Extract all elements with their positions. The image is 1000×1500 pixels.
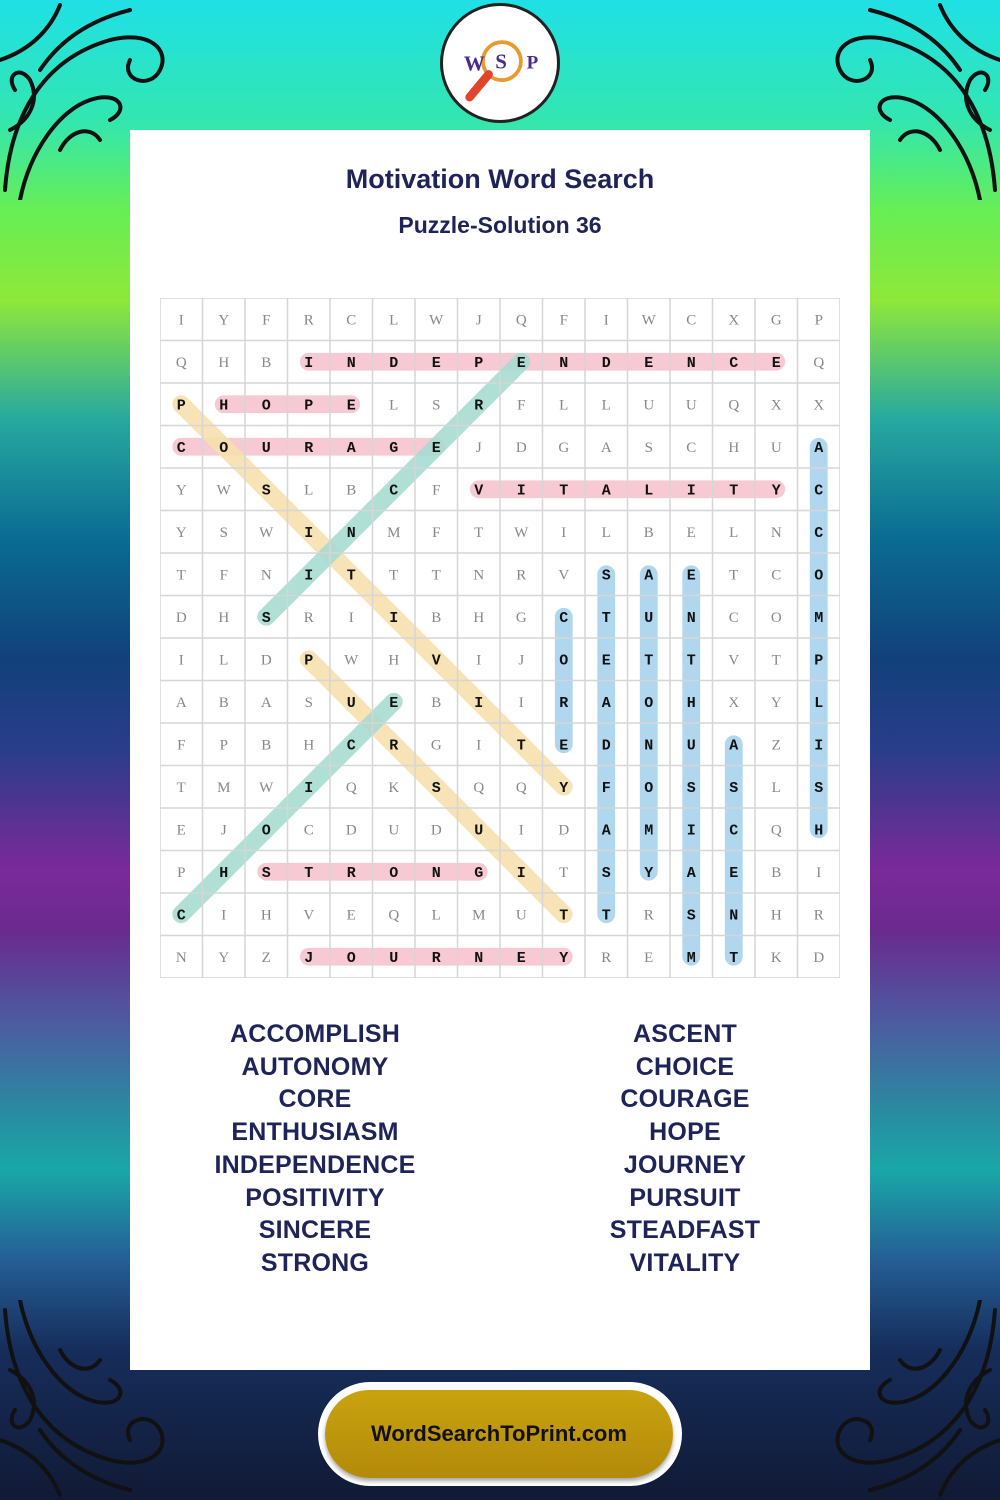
grid-cell: X (728, 312, 740, 329)
grid-cell: V (558, 567, 570, 584)
grid-cell: S (686, 907, 696, 925)
grid-cell: H (219, 397, 229, 415)
grid-cell: M (814, 609, 824, 627)
grid-cell: P (304, 397, 314, 415)
grid-cell: A (600, 439, 612, 456)
grid-cell: M (387, 524, 401, 541)
grid-cell: G (770, 312, 782, 329)
grid-cell: G (558, 439, 570, 456)
logo-letter-s: S (495, 49, 507, 74)
grid-cell: J (304, 949, 314, 967)
grid-cell: D (389, 354, 399, 372)
grid-cell: B (261, 737, 272, 754)
grid-cell: I (474, 694, 484, 712)
grid-cell: Y (175, 482, 187, 499)
grid-cell: Y (644, 864, 654, 882)
grid-cell: D (430, 822, 442, 839)
grid-cell: C (814, 524, 824, 542)
word-list-item: HOPE (649, 1118, 721, 1147)
grid-cell: P (814, 312, 823, 329)
grid-cell: S (431, 779, 441, 797)
grid-cell: F (432, 482, 441, 499)
grid-cell: O (219, 439, 229, 457)
grid-cell: I (561, 524, 567, 541)
grid-cell: F (262, 312, 271, 329)
grid-cell: I (516, 864, 526, 882)
grid-cell: P (304, 652, 314, 670)
grid-cell: D (515, 439, 527, 456)
grid-cell: T (176, 567, 186, 584)
grid-cell: I (518, 822, 524, 839)
site-link-inner[interactable] (325, 1390, 673, 1478)
grid-cell: P (474, 354, 484, 372)
grid-cell: Y (770, 694, 782, 711)
grid-cell: S (304, 694, 313, 711)
grid-cell: C (686, 439, 697, 456)
grid-cell: Q (473, 779, 485, 796)
grid-cell: W (514, 524, 529, 541)
word-list-item: SINCERE (258, 1216, 372, 1245)
grid-cell: U (685, 397, 697, 414)
grid-cell: I (304, 524, 314, 542)
grid-cell: S (686, 779, 696, 797)
page-subtitle: Puzzle-Solution 36 (398, 212, 602, 238)
grid-cell: W (344, 652, 359, 669)
grid-cell: Y (559, 949, 569, 967)
grid-cell: F (177, 737, 186, 754)
grid-cell: A (814, 439, 824, 457)
grid-cell: C (389, 482, 399, 500)
grid-cell: D (813, 949, 825, 966)
grid-cell: C (814, 482, 824, 500)
grid-cell: R (346, 864, 356, 882)
wsp-logo (440, 3, 560, 123)
grid-cell: O (389, 864, 399, 882)
grid-cell: U (770, 439, 782, 456)
grid-cell: N (729, 907, 739, 925)
grid-cell: Y (559, 779, 569, 797)
word-list-left (130, 1018, 500, 1280)
grid-cell: E (431, 439, 441, 457)
grid-cell: A (175, 694, 187, 711)
grid-cell: O (770, 609, 782, 626)
grid-cell: F (601, 779, 611, 797)
grid-cell: I (476, 737, 482, 754)
grid-cell: A (729, 737, 739, 755)
grid-cell: I (816, 864, 822, 881)
grid-cell: L (601, 524, 611, 541)
letter-grid-svg (160, 298, 840, 978)
grid-cell: A (601, 482, 611, 500)
grid-cell: H (686, 694, 696, 712)
grid-cell: C (686, 312, 697, 329)
grid-cell: O (261, 822, 271, 840)
grid-cell: E (601, 652, 611, 670)
grid-cell: H (219, 864, 229, 882)
grid-cell: K (770, 949, 782, 966)
grid-cell: S (261, 609, 271, 627)
grid-cell: U (388, 822, 400, 839)
grid-cell: S (261, 482, 271, 500)
grid-cell: T (304, 864, 314, 882)
grid-cell: E (346, 397, 356, 415)
grid-cell: D (601, 354, 611, 372)
grid-cell: V (431, 652, 441, 670)
grid-cell: I (686, 822, 696, 840)
grid-cell: T (559, 864, 569, 881)
grid-cell: P (177, 864, 186, 881)
grid-cell: R (516, 567, 527, 584)
grid-cell: N (346, 524, 356, 542)
grid-cell: V (728, 652, 740, 669)
grid-cell: M (472, 907, 486, 924)
grid-cell: U (515, 907, 527, 924)
grid-cell: P (219, 737, 228, 754)
grid-cell: N (175, 949, 187, 966)
grid-cell: B (261, 354, 272, 371)
grid-cell: X (813, 397, 825, 414)
site-link-button[interactable] (318, 1382, 682, 1486)
grid-cell: O (644, 694, 654, 712)
grid-cell: B (431, 609, 442, 626)
grid-cell: H (473, 609, 485, 626)
word-list-item: AUTONOMY (241, 1052, 389, 1081)
grid-cell: V (474, 482, 484, 500)
grid-cell: C (346, 737, 356, 755)
grid-cell: I (476, 652, 482, 669)
grid-cell: N (473, 567, 485, 584)
grid-cell: T (771, 652, 781, 669)
grid-cell: I (518, 694, 524, 711)
grid-cell: T (431, 567, 441, 584)
grid-cell: E (686, 524, 696, 541)
word-list-item: CHOICE (635, 1052, 735, 1081)
grid-cell: B (346, 482, 357, 499)
word-list-item: JOURNEY (623, 1150, 747, 1179)
grid-cell: W (429, 312, 444, 329)
grid-cell: I (178, 652, 184, 669)
grid-cell: D (175, 609, 187, 626)
puzzle-sheet (130, 130, 870, 1370)
grid-cell: T (389, 567, 399, 584)
word-list-item: STRONG (260, 1248, 370, 1277)
grid-cell: S (432, 397, 441, 414)
grid-cell: X (770, 397, 782, 414)
grid-cell: C (346, 312, 357, 329)
grid-cell: Y (218, 312, 230, 329)
grid-cell: S (814, 779, 824, 797)
grid-cell: E (346, 907, 356, 924)
grid-cell: U (261, 439, 271, 457)
grid-cell: K (388, 779, 400, 796)
grid-cell: I (304, 779, 314, 797)
grid-cell: R (474, 397, 484, 415)
grid-cell: N (260, 567, 272, 584)
grid-cell: L (389, 312, 399, 329)
grid-cell: I (304, 354, 314, 372)
logo-letter-w: W (463, 51, 485, 76)
word-list-item: INDEPENDENCE (214, 1150, 416, 1179)
grid-cell: N (346, 354, 356, 372)
grid-cell: E (559, 737, 569, 755)
grid-cell: R (304, 439, 314, 457)
grid-cell: F (517, 397, 526, 414)
grid-cell: H (260, 907, 272, 924)
grid-cell: E (729, 864, 739, 882)
grid-cell: W (216, 482, 231, 499)
grid-cell: Y (175, 524, 187, 541)
grid-cell: R (601, 949, 612, 966)
grid-cell: F (559, 312, 568, 329)
grid-cell: F (219, 567, 228, 584)
word-list-item: ACCOMPLISH (229, 1020, 401, 1048)
grid-cell: U (389, 949, 399, 967)
grid-cell: N (644, 737, 654, 755)
grid-cell: O (644, 779, 654, 797)
grid-cell: L (729, 524, 739, 541)
grid-cell: B (218, 694, 229, 711)
grid-cell: Q (345, 779, 357, 796)
grid-cell: A (686, 864, 696, 882)
grid-cell: Z (771, 737, 781, 754)
grid-cell: D (345, 822, 357, 839)
grid-cell: E (516, 354, 526, 372)
grid-cell: T (601, 609, 611, 627)
letter-grid (160, 298, 840, 978)
grid-cell: T (601, 907, 611, 925)
grid-cell: U (644, 609, 654, 627)
grid-cell: S (729, 779, 739, 797)
word-list-item: ENTHUSIASM (231, 1118, 399, 1147)
grid-cell: N (431, 864, 441, 882)
grid-cell: I (814, 737, 824, 755)
page-title: Motivation Word Search (345, 164, 655, 194)
grid-cell: D (558, 822, 570, 839)
grid-cell: L (431, 907, 441, 924)
grid-cell: R (559, 694, 569, 712)
grid-cell: O (261, 397, 271, 415)
grid-cell: G (515, 609, 527, 626)
grid-cell: C (176, 439, 186, 457)
grid-cell: I (178, 312, 184, 329)
grid-cell: X (728, 694, 740, 711)
grid-cell: Y (771, 482, 781, 500)
grid-cell: H (218, 354, 230, 371)
grid-cell: C (176, 907, 186, 925)
grid-cell: Q (813, 354, 825, 371)
grid-cell: J (475, 439, 482, 456)
grid-cell: U (474, 822, 484, 840)
grid-cell: Q (388, 907, 400, 924)
grid-cell: L (771, 779, 781, 796)
grid-cell: I (348, 609, 354, 626)
grid-cell: Z (261, 949, 271, 966)
grid-cell: P (814, 652, 824, 670)
grid-cell: E (389, 694, 399, 712)
grid-cell: A (346, 439, 356, 457)
grid-cell: L (304, 482, 314, 499)
grid-cell: M (686, 949, 696, 967)
grid-cell: I (304, 567, 314, 585)
grid-cell: B (771, 864, 782, 881)
grid-cell: C (771, 567, 782, 584)
grid-cell: W (259, 524, 274, 541)
grid-cell: I (389, 609, 399, 627)
word-list-item: POSITIVITY (245, 1183, 385, 1212)
grid-cell: T (686, 652, 696, 670)
grid-cell: N (686, 354, 696, 372)
grid-cell: T (729, 567, 739, 584)
grid-cell: E (516, 949, 526, 967)
grid-cell: Q (770, 822, 782, 839)
grid-cell: J (220, 822, 227, 839)
grid-cell: T (644, 652, 654, 670)
grid-cell: E (176, 822, 186, 839)
grid-cell: C (729, 822, 739, 840)
grid-cell: L (389, 397, 399, 414)
grid-cell: S (601, 567, 611, 585)
grid-cell: T (729, 482, 739, 500)
grid-cell: R (303, 609, 314, 626)
grid-cell: J (518, 652, 525, 669)
grid-cell: N (559, 354, 569, 372)
grid-cell: T (729, 949, 739, 967)
grid-cell: T (559, 907, 569, 925)
grid-cell: D (260, 652, 272, 669)
grid-cell: B (431, 694, 442, 711)
grid-cell: T (346, 567, 356, 585)
grid-cell: N (686, 609, 696, 627)
grid-cell: H (388, 652, 400, 669)
grid-cell: I (516, 482, 526, 500)
grid-cell: R (389, 737, 399, 755)
grid-cell: A (601, 822, 611, 840)
grid-cell: N (770, 524, 782, 541)
grid-cell: I (603, 312, 609, 329)
grid-cell: S (601, 864, 611, 882)
grid-cell: A (260, 694, 272, 711)
grid-cell: C (303, 822, 314, 839)
grid-cell: E (771, 354, 781, 372)
grid-cell: T (559, 482, 569, 500)
grid-cell: R (643, 907, 654, 924)
grid-cell: W (259, 779, 274, 796)
word-list-item: STEADFAST (609, 1216, 761, 1245)
grid-cell: T (176, 779, 186, 796)
grid-cell: Q (515, 312, 527, 329)
grid-cell: I (686, 482, 696, 500)
grid-cell: E (644, 949, 654, 966)
grid-cell: E (644, 354, 654, 372)
grid-cell: Q (175, 354, 187, 371)
grid-cell: G (389, 439, 399, 457)
grid-cell: P (176, 397, 186, 415)
grid-cell: R (303, 312, 314, 329)
grid-cell: C (729, 354, 739, 372)
grid-cell: R (431, 949, 441, 967)
grid-cell: G (430, 737, 442, 754)
grid-cell: U (686, 737, 696, 755)
grid-cell: S (644, 439, 653, 456)
logo-letter-p: P (526, 52, 539, 74)
grid-cell: J (475, 312, 482, 329)
grid-cell: H (303, 737, 315, 754)
grid-cell: V (303, 907, 315, 924)
grid-cell: Q (728, 397, 740, 414)
grid-cell: R (813, 907, 824, 924)
grid-cell: L (219, 652, 229, 669)
grid-cell: W (641, 312, 656, 329)
word-list-item: ASCENT (633, 1020, 737, 1048)
grid-cell: O (559, 652, 569, 670)
word-list-item: VITALITY (629, 1248, 741, 1277)
grid-cell: C (728, 609, 739, 626)
grid-cell: H (728, 439, 740, 456)
word-list-item: CORE (278, 1085, 352, 1114)
grid-cell: E (686, 567, 696, 585)
grid-cell: L (814, 694, 824, 712)
site-link-label[interactable]: WordSearchToPrint.com (371, 1421, 627, 1446)
grid-cell: H (218, 609, 230, 626)
grid-cell: L (601, 397, 611, 414)
grid-cell: L (559, 397, 569, 414)
grid-cell: G (474, 864, 484, 882)
grid-cell: I (221, 907, 227, 924)
grid-cell: U (346, 694, 356, 712)
grid-cell: U (643, 397, 655, 414)
word-list-item: PURSUIT (629, 1183, 741, 1212)
grid-cell: M (644, 822, 654, 840)
grid-cell: L (644, 482, 654, 500)
grid-cell: H (770, 907, 782, 924)
grid-cell: D (601, 737, 611, 755)
grid-cell: A (601, 694, 611, 712)
grid-cell: E (431, 354, 441, 372)
grid-cell: C (559, 609, 569, 627)
grid-cell: Y (218, 949, 230, 966)
grid-cell: N (474, 949, 484, 967)
grid-cell: H (814, 822, 824, 840)
word-list-right (500, 1018, 870, 1280)
grid-cell: S (219, 524, 228, 541)
grid-cell: O (814, 567, 824, 585)
grid-cell: T (474, 524, 484, 541)
grid-cell: B (643, 524, 654, 541)
grid-cell: S (261, 864, 271, 882)
grid-cell: M (217, 779, 231, 796)
grid-cell: O (346, 949, 356, 967)
grid-cell: A (644, 567, 654, 585)
word-list-item: COURAGE (620, 1085, 750, 1114)
grid-cell: F (432, 524, 441, 541)
grid-cell: T (516, 737, 526, 755)
grid-cell: Q (515, 779, 527, 796)
